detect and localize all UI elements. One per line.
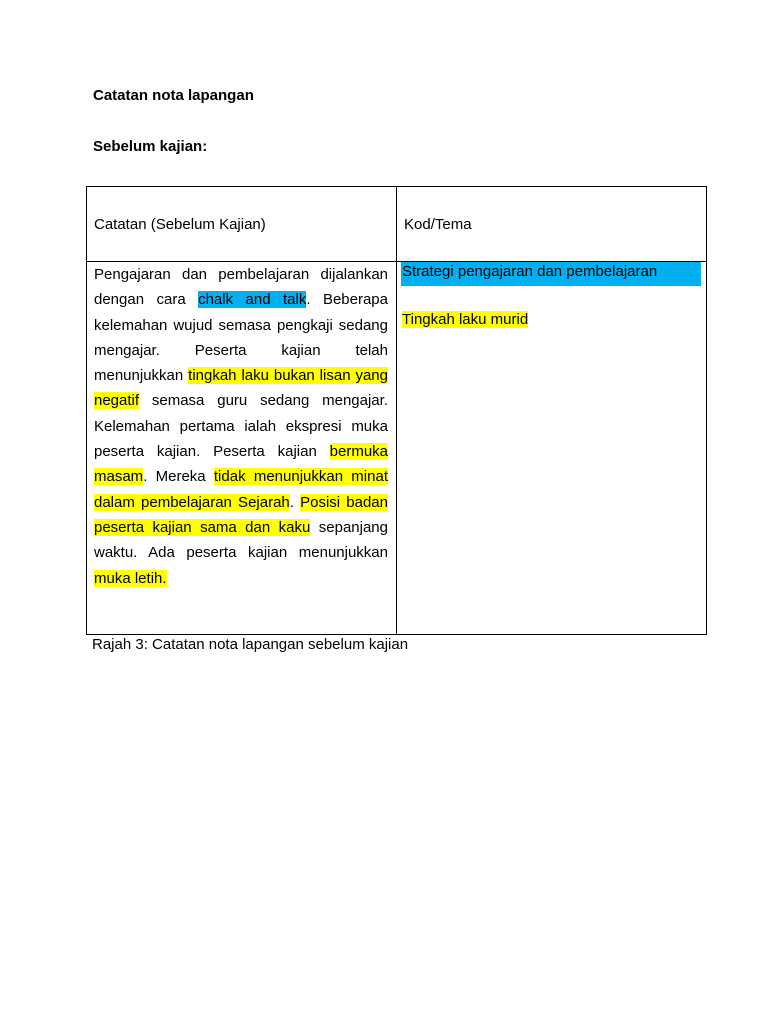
table-row xyxy=(87,262,707,635)
table-header-row xyxy=(87,187,707,262)
highlight-segment: bermuka masam xyxy=(94,443,388,486)
codes-cell xyxy=(397,262,707,635)
figure-caption: Rajah 3: Catatan nota lapangan sebelum kajian xyxy=(92,636,409,653)
notes-segment: . Beberapa kelemahan wujud semasa pengkaji sedang mengajar. Peserta kajian telah menunjukkan xyxy=(94,291,388,385)
notes-paragraph xyxy=(94,262,388,591)
document-title: Catatan nota lapangan xyxy=(93,87,254,104)
section-title: Sebelum kajian: xyxy=(93,138,208,155)
header-notes: Catatan (Sebelum Kajian) xyxy=(87,187,397,262)
field-notes-table xyxy=(86,186,707,635)
highlight-segment: Posisi badan peserta kajian sama dan kaku xyxy=(94,493,388,536)
highlight-segment: muka letih. xyxy=(94,569,167,587)
notes-segment: semasa guru sedang mengajar. Kelemahan pertama ialah ekspresi muka peserta kajian. Peserta kajian xyxy=(94,392,388,461)
notes-segment: Pengajaran dan pembelajaran dijalankan dengan cara xyxy=(94,266,388,309)
code-student-behaviour xyxy=(401,310,701,329)
notes-segment: . Mereka xyxy=(143,468,214,486)
notes-cell xyxy=(87,262,397,635)
notes-segment: sepanjang waktu. Ada peserta kajian menunjukkan xyxy=(94,518,388,562)
code-teaching-strategy: Strategi pengajaran dan pembelajaran xyxy=(401,262,701,286)
code-student-behaviour-label: Tingkah laku murid xyxy=(402,311,529,328)
header-code-theme: Kod/Tema xyxy=(397,187,707,262)
highlight-segment: tingkah laku bukan lisan yang negatif xyxy=(94,367,388,410)
highlight-segment: chalk and talk xyxy=(198,291,307,309)
notes-segment: . xyxy=(289,493,301,511)
highlight-segment: tidak menunjukkan minat dalam pembelajaran Sejarah xyxy=(94,468,388,511)
